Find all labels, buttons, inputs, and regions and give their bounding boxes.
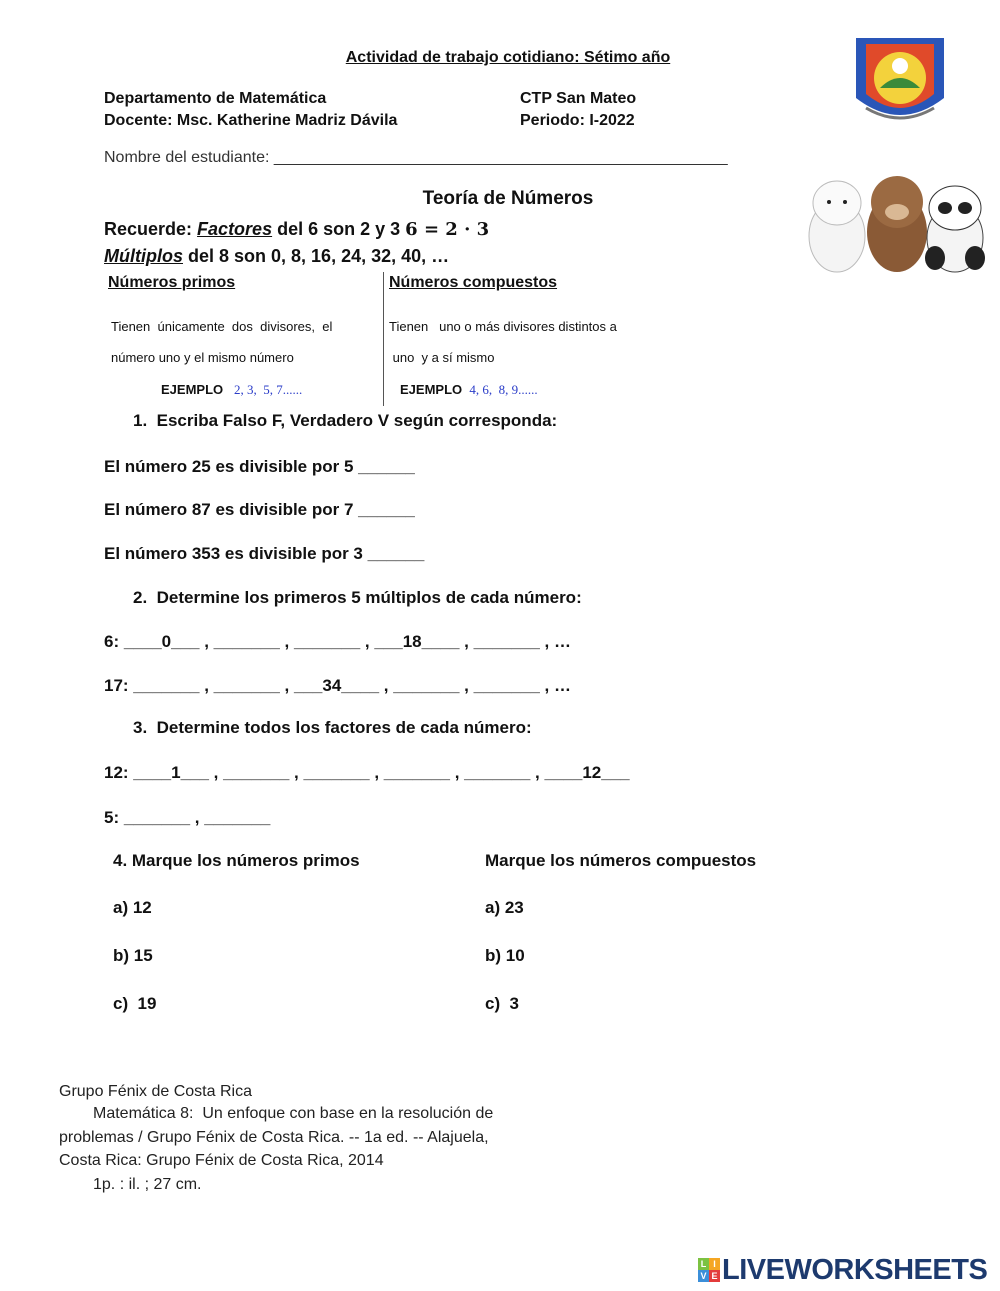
compuestos-definition-2: uno y a sí mismo [389, 350, 495, 365]
primos-definition-1: Tienen únicamente dos divisores, el [111, 319, 333, 334]
table-divider [383, 272, 384, 406]
compuestos-option[interactable]: b) 10 [485, 946, 525, 965]
citation-line: Costa Rica: Grupo Fénix de Costa Rica, 2014 [59, 1152, 384, 1169]
citation-line: problemas / Grupo Fénix de Costa Rica. -- 1a ed. -- Alajuela, [59, 1129, 489, 1146]
school: CTP San Mateo [520, 90, 637, 107]
q1-item[interactable]: El número 353 es divisible por 3 ______ [104, 544, 425, 563]
q2-item[interactable]: 6: ____0___ , _______ , _______ , ___18____ , _______ , … [104, 632, 571, 651]
school-crest-logo [850, 28, 950, 132]
q1-item[interactable]: El número 87 es divisible por 7 ______ [104, 500, 415, 519]
example-values: 4, 6, 8, 9...... [469, 382, 538, 397]
compuestos-example [400, 382, 538, 398]
compuestos-definition-1: Tienen uno o más divisores distintos a [389, 319, 617, 334]
compuestos-heading: Números compuestos [389, 274, 558, 291]
primos-option[interactable]: b) 15 [113, 946, 153, 965]
compuestos-option[interactable]: a) 23 [485, 898, 524, 917]
question-2-title: 2. Determine los primeros 5 múltiplos de cada número: [133, 588, 582, 607]
factores-formula: 6 = 2 · 3 [405, 219, 490, 240]
primos-heading: Números primos [108, 274, 236, 291]
question-3-title: 3. Determine todos los factores de cada número: [133, 718, 532, 737]
liveworksheets-badge-icon [698, 1258, 720, 1282]
primos-definition-2: número uno y el mismo número [111, 350, 294, 365]
citation-line: 1p. : il. ; 27 cm. [93, 1176, 202, 1193]
example-label: EJEMPLO [161, 382, 224, 397]
citation-line: Grupo Fénix de Costa Rica [59, 1083, 252, 1100]
multiples-reminder [104, 246, 449, 266]
q3-item[interactable]: 5: _______ , _______ [104, 808, 271, 827]
question-4-primos-title: 4. Marque los números primos [113, 851, 360, 870]
department: Departamento de Matemática [104, 90, 327, 107]
q3-item[interactable]: 12: ____1___ , _______ , _______ , _______ , _______ , ____12___ [104, 763, 630, 782]
multiplos-text: del 8 son 0, 8, 16, 24, 32, 40, … [183, 246, 450, 266]
theory-title: Teoría de Números [422, 188, 594, 209]
liveworksheets-logo: LIVEWORKSHEETS [722, 1254, 988, 1286]
example-label: EJEMPLO [400, 382, 463, 397]
factores-text: del 6 son 2 y 3 [272, 219, 406, 239]
q2-item[interactable]: 17: _______ , _______ , ___34____ , _______ , _______ , … [104, 676, 571, 695]
period: Periodo: I-2022 [520, 112, 635, 129]
recuerde-label: Recuerde: [104, 219, 198, 239]
factors-reminder [104, 219, 489, 240]
worksheet-title: Actividad de trabajo cotidiano: Sétimo año [345, 49, 671, 66]
question-1-title: 1. Escriba Falso F, Verdadero V según corresponda: [133, 411, 558, 430]
factores-term: Factores [197, 219, 273, 239]
compuestos-option[interactable]: c) 3 [485, 994, 520, 1013]
question-4-compuestos-title: Marque los números compuestos [485, 851, 757, 870]
example-values: 2, 3, 5, 7...... [233, 382, 303, 397]
badge-letter: I [709, 1258, 720, 1270]
bears-illustration [805, 168, 987, 276]
primos-example [161, 382, 302, 398]
teacher: Docente: Msc. Katherine Madriz Dávila [104, 112, 398, 129]
q1-item[interactable]: El número 25 es divisible por 5 ______ [104, 457, 415, 476]
multiplos-term: Múltiplos [104, 246, 183, 266]
primos-option[interactable]: a) 12 [113, 898, 152, 917]
citation-line: Matemática 8: Un enfoque con base en la resolución de [93, 1105, 494, 1122]
badge-letter: L [698, 1258, 709, 1270]
primos-option[interactable]: c) 19 [113, 994, 157, 1013]
badge-letter: E [709, 1270, 720, 1282]
student-name-field[interactable]: Nombre del estudiante: ___________________________________________________ [104, 149, 728, 166]
badge-letter: V [698, 1270, 709, 1282]
